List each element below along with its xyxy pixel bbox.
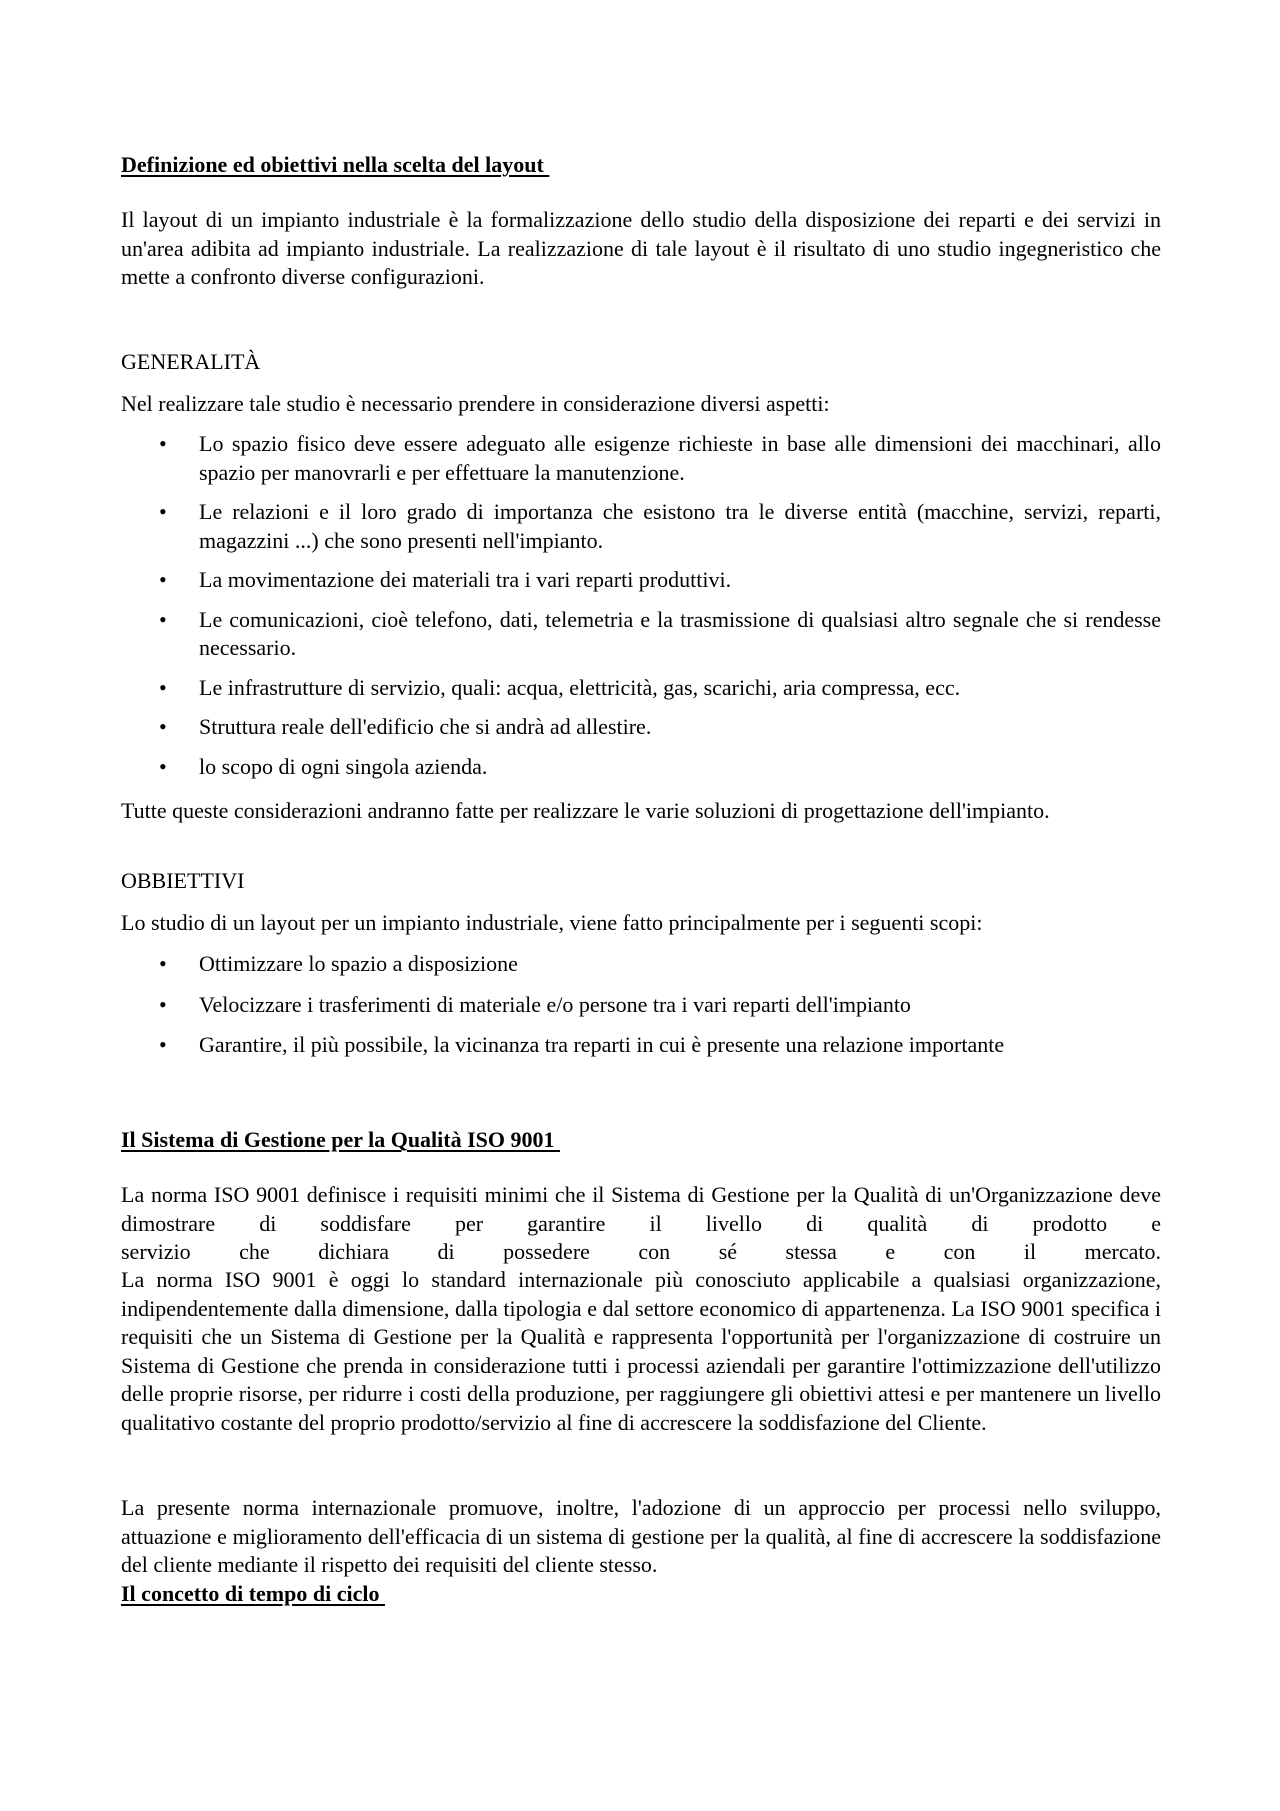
bullet-icon: •	[159, 674, 167, 700]
generalita-closing: Tutte queste considerazioni andranno fatte per realizzare le varie soluzioni di progettazione dell'impianto.	[121, 798, 1050, 823]
list-item	[121, 566, 1161, 595]
list-item-text: Le infrastrutture di servizio, quali: acqua, elettricità, gas, scarichi, aria compressa, ecc.	[199, 674, 961, 700]
list-item-text: Garantire, il più possibile, la vicinanza tra reparti in cui è presente una relazione importante	[199, 1032, 1005, 1057]
generalita-list	[121, 430, 1161, 781]
list-item-text: Velocizzare i trasferimenti di materiale e/o persone tra i vari reparti dell'impianto	[199, 991, 911, 1017]
section-heading-iso9001: Il Sistema di Gestione per la Qualità ISO 9001	[121, 1127, 561, 1152]
layout-intro-paragraph: Il layout di un impianto industriale è la formalizzazione dello studio della disposizione dei reparti e dei servizi in un'area adibita ad impianto industriale. La realizzazione di tale layout è il risultato di uno studio ingegneristico che mette a confronto diverse configurazioni.	[121, 207, 1161, 289]
list-item-text: Ottimizzare lo spazio a disposizione	[199, 951, 518, 976]
list-item-text: La movimentazione dei materiali tra i vari reparti produttivi.	[199, 567, 732, 592]
obbiettivi-lead: Lo studio di un layout per un impianto industriale, viene fatto principalmente per i seguenti scopi:	[121, 910, 983, 935]
list-item-text: Le comunicazioni, cioè telefono, dati, telemetria e la trasmissione di qualsiasi altro segnale che si rendesse necessario.	[199, 606, 1161, 660]
list-item	[121, 430, 1161, 487]
section-heading-tempo-ciclo: Il concetto di tempo di ciclo	[121, 1581, 385, 1606]
bullet-icon: •	[159, 606, 167, 632]
bullet-icon: •	[159, 567, 167, 592]
iso-paragraph-2: La norma ISO 9001 è oggi lo standard internazionale più conosciuto applicabile a qualsiasi organizzazione, indipendentemente dalla dimensione, dalla tipologia e dal settore economico di appartenenza. La ISO 9001 specifica i requisiti che un Sistema di Gestione per la Qualità e rappresenta l'opportunità per l'organizzazione di costruire un Sistema di Gestione che prenda in considerazione tutti i processi aziendali per garantire l'ottimizzazione dell'utilizzo delle proprie risorse, per ridurre i costi della produzione, per raggiungere gli obiettivi attesi e per mantenere un livello qualitativo costante del proprio prodotto/servizio al fine di accrescere la soddisfazione del Cliente.	[121, 1267, 1161, 1435]
list-item	[121, 950, 1161, 979]
list-item	[121, 713, 1161, 742]
bullet-icon: •	[159, 431, 167, 456]
list-item	[121, 674, 1161, 703]
bullet-icon: •	[159, 951, 167, 976]
list-item-text: Lo spazio fisico deve essere adeguato alle esigenze richieste in base alle dimensioni dei macchinari, allo spazio per manovrarli e per effettuare la manutenzione.	[199, 431, 1161, 485]
iso-paragraph-1b: servizio che dichiara di possedere con sé stessa e con il mercato.	[121, 1239, 1161, 1264]
obbiettivi-list	[121, 950, 1161, 1060]
iso-paragraph-1a: La norma ISO 9001 definisce i requisiti minimi che il Sistema di Gestione per la Qualità di un'Organizzazione deve dimostrare di soddisfare per garantire il livello di qualità di prodotto e	[121, 1182, 1161, 1236]
bullet-icon: •	[159, 1032, 167, 1057]
section-heading-layout: Definizione ed obiettivi nella scelta del layout	[121, 152, 550, 177]
bullet-icon: •	[159, 753, 167, 779]
list-item-text: lo scopo di ogni singola azienda.	[199, 753, 488, 779]
bullet-icon: •	[159, 499, 167, 524]
generalita-title: GENERALITÀ	[121, 349, 261, 374]
list-item-text: Le relazioni e il loro grado di importanza che esistono tra le diverse entità (macchine, servizi, reparti, magazzini ...) che sono presenti nell'impianto.	[199, 499, 1161, 553]
bullet-icon: •	[159, 714, 167, 739]
list-item	[121, 498, 1161, 555]
list-item	[121, 1031, 1161, 1060]
list-item	[121, 991, 1161, 1020]
list-item	[121, 753, 1161, 782]
generalita-lead: Nel realizzare tale studio è necessario prendere in considerazione diversi aspetti:	[121, 391, 830, 416]
list-item	[121, 606, 1161, 663]
bullet-icon: •	[159, 991, 167, 1017]
iso-paragraph-3: La presente norma internazionale promuove, inoltre, l'adozione di un approccio per processi nello sviluppo, attuazione e miglioramento dell'efficacia di un sistema di gestione per la qualità, al fine di accrescere la soddisfazione del cliente mediante il rispetto dei requisiti del cliente stesso.	[121, 1495, 1161, 1577]
list-item-text: Struttura reale dell'edificio che si andrà ad allestire.	[199, 714, 652, 739]
obbiettivi-title: OBBIETTIVI	[121, 868, 245, 893]
